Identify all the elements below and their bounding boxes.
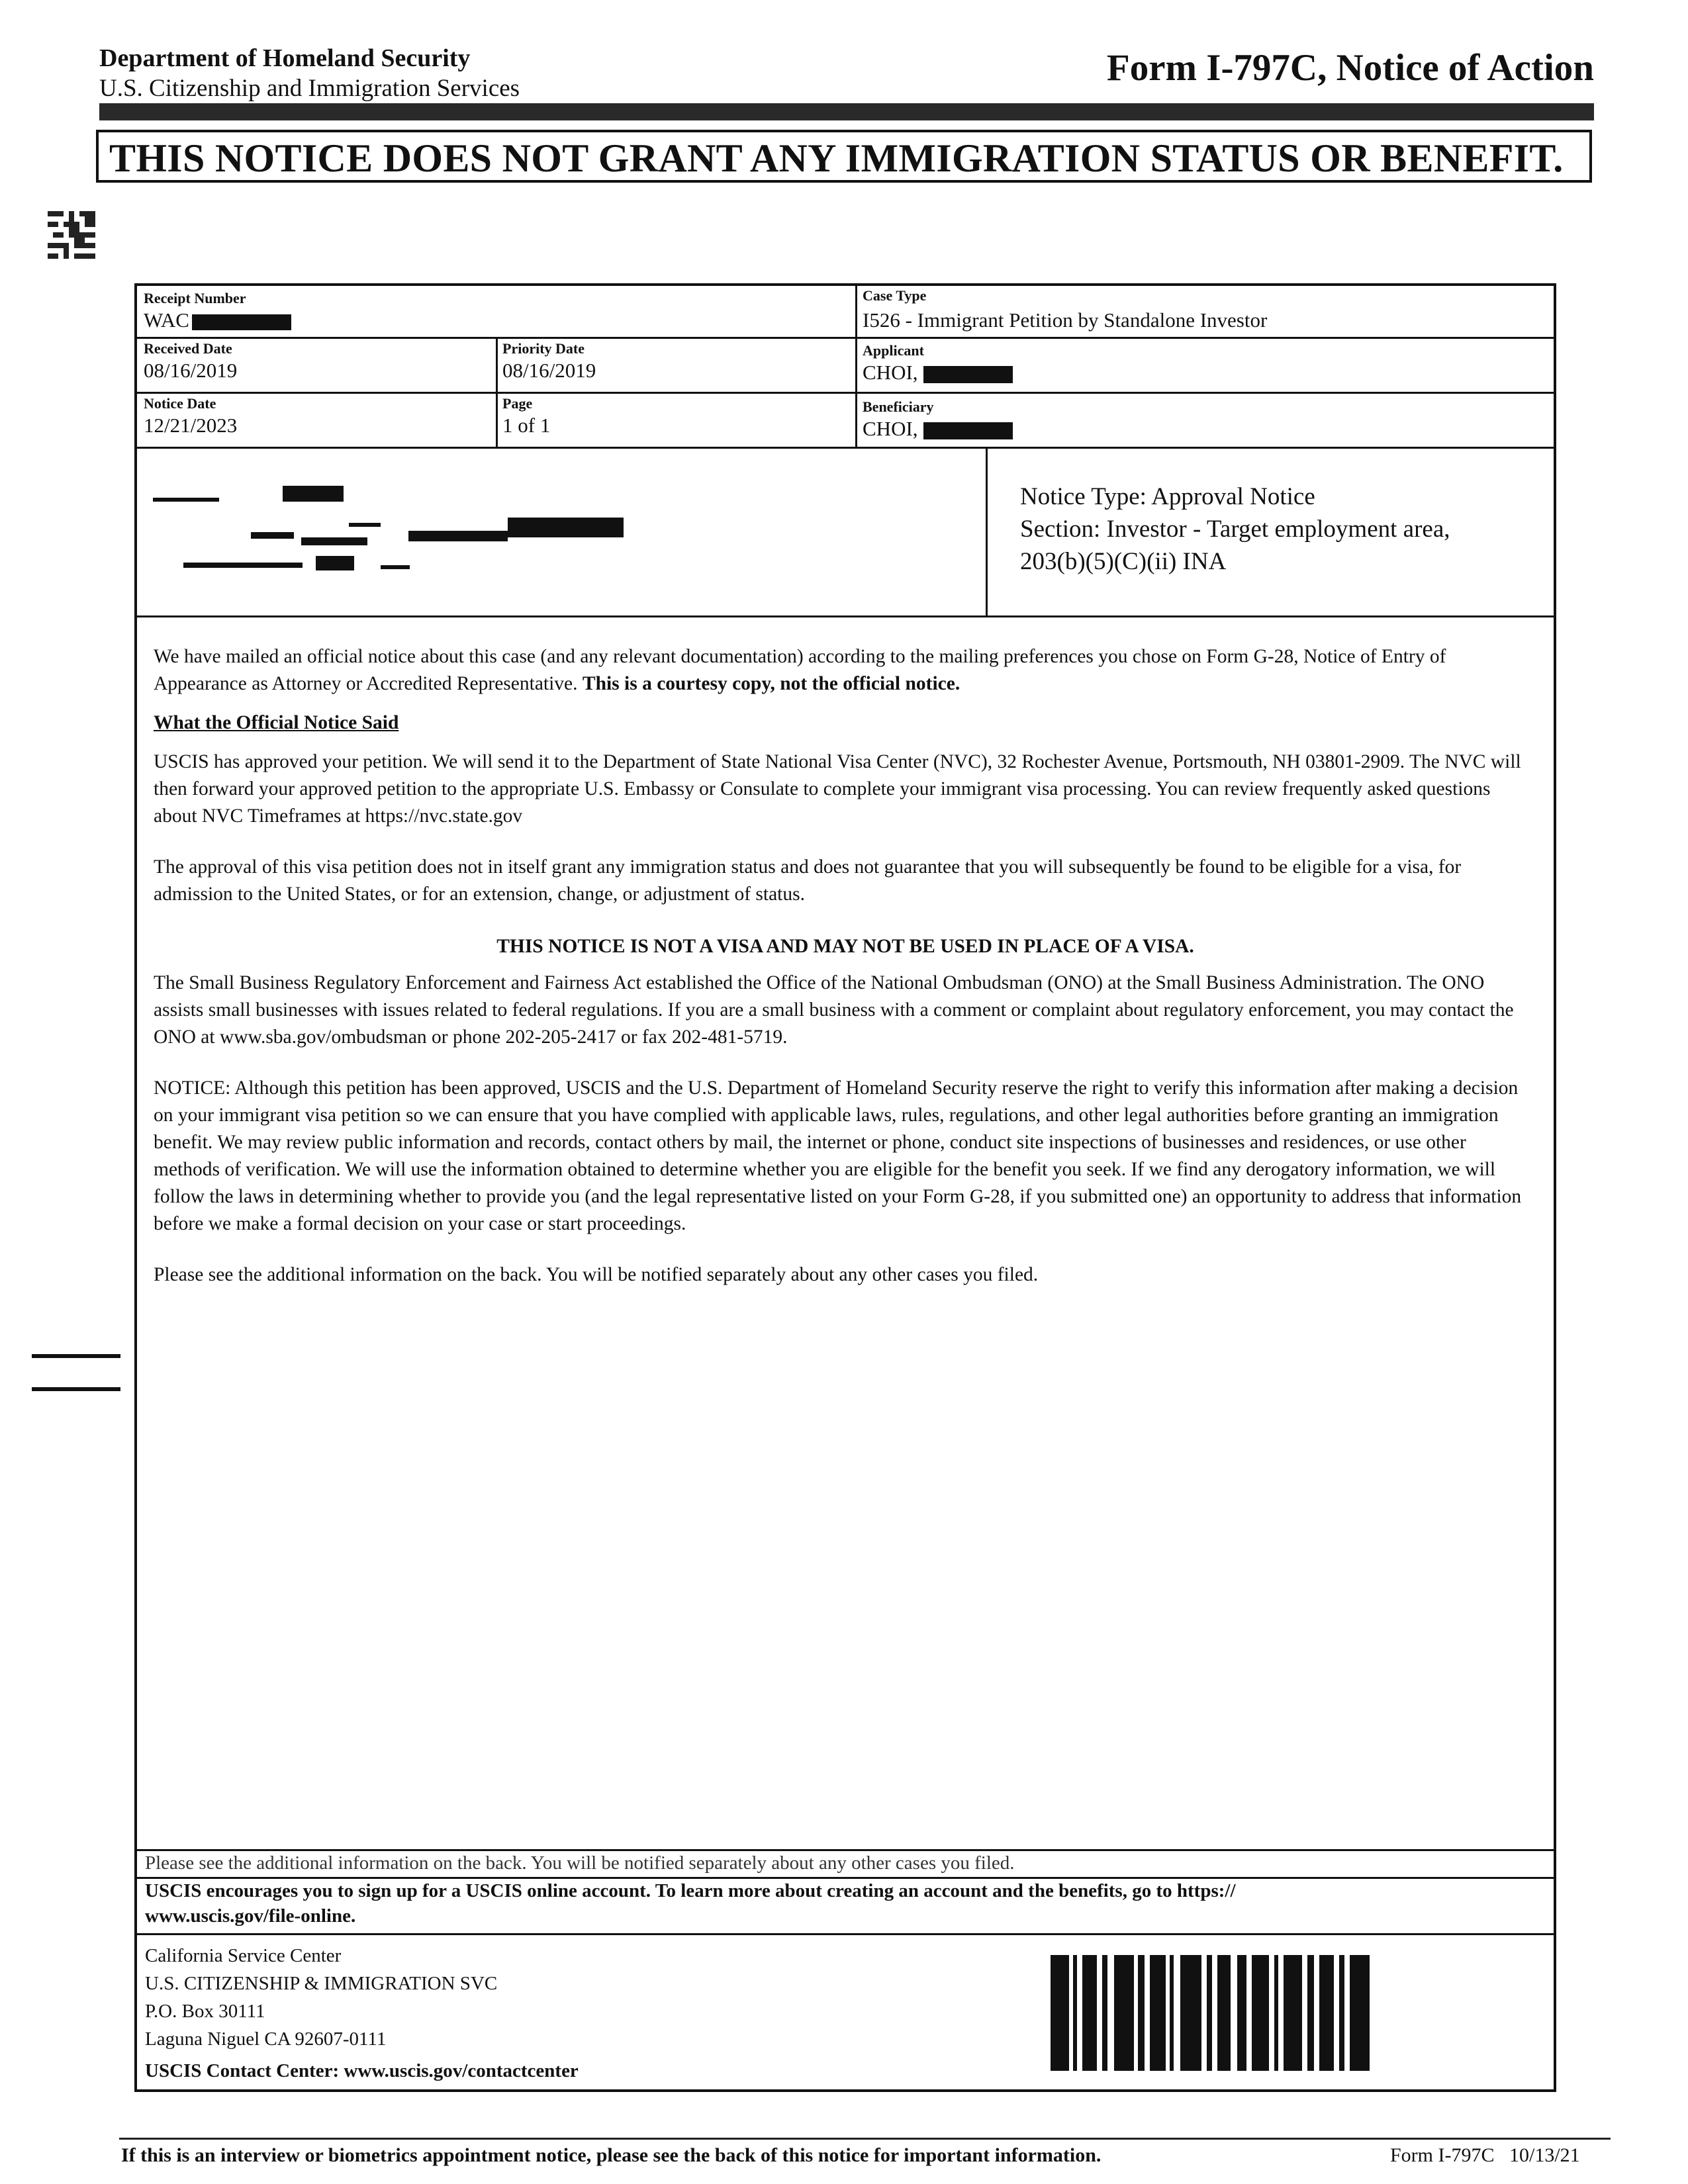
- redaction-block: [192, 314, 291, 330]
- ombudsman-paragraph: The Small Business Regulatory Enforcement and Fairness Act established the Office of the National Ombudsman (ONO) at the Small Business Administration. The ONO assists small businesses with issues related to federal regulations. If you are a small business with a comment or complaint about regulatory enforcement, you may contact the ONO at www.sba.gov/ombudsman or phone 202-205-2417 or fax 202-481-5719.: [154, 972, 1514, 1048]
- footer-divider: [119, 2138, 1611, 2140]
- notice-type-box: [1020, 480, 1450, 578]
- form-title: Form I-797C, Notice of Action: [1106, 47, 1594, 89]
- status-banner: THIS NOTICE DOES NOT GRANT ANY IMMIGRATION STATUS OR BENEFIT.: [96, 130, 1592, 183]
- qr-code-icon: [48, 210, 95, 259]
- notice-section-line2: 203(b)(5)(C)(ii) INA: [1020, 548, 1227, 576]
- additional-info-note: Please see the additional information on the back. You will be notified separately about any other cases you filed.: [145, 1852, 1015, 1874]
- agency-name: Department of Homeland Security: [99, 44, 471, 72]
- received-date-label: Received Date: [144, 340, 232, 357]
- side-mark: [32, 1354, 120, 1358]
- priority-date-label: Priority Date: [502, 340, 585, 357]
- online-account-link[interactable]: www.uscis.gov/file-online.: [145, 1905, 356, 1927]
- notice-section-line1: Section: Investor - Target employment area,: [1020, 516, 1450, 543]
- page-number: 1 of 1: [502, 414, 551, 437]
- notice-type: Notice Type: Approval Notice: [1020, 483, 1315, 510]
- header-divider: [99, 103, 1594, 120]
- status-paragraph: The approval of this visa petition does not in itself grant any immigration status and does not guarantee that you will subsequently be found to be eligible for a visa, for admission to the United States, or for an extension, change, or adjustment of status.: [154, 856, 1462, 905]
- beneficiary-label: Beneficiary: [863, 398, 934, 415]
- contact-center-link[interactable]: USCIS Contact Center: www.uscis.gov/contactcenter: [145, 2060, 579, 2081]
- sub-agency-name: U.S. Citizenship and Immigration Services: [99, 74, 520, 102]
- applicant-name: CHOI,: [863, 361, 1013, 385]
- official-notice-heading: What the Official Notice Said: [154, 712, 399, 733]
- case-type: I526 - Immigrant Petition by Standalone Investor: [863, 308, 1268, 332]
- agency-header: [99, 44, 520, 103]
- notice-frame: [134, 283, 1556, 2092]
- notice-date: 12/21/2023: [144, 414, 238, 437]
- received-date: 08/16/2019: [144, 359, 238, 382]
- receipt-number-label: Receipt Number: [144, 290, 246, 306]
- applicant-label: Applicant: [863, 342, 924, 359]
- courtesy-paragraph: We have mailed an official notice about this case (and any relevant documentation) according to the mailing preferences you chose on Form G-28, Notice of Entry of Appearance as Attorney or Accredited Representative. This is a courtesy copy, not the official notice.: [154, 646, 1446, 694]
- approval-paragraph: USCIS has approved your petition. We will send it to the Department of State National Visa Center (NVC), 32 Rochester Avenue, Portsmouth, NH 03801-2909. The NVC will then forward your approved petition to the appropriate U.S. Embassy or Consulate to complete your immigrant visa processing. You can review frequently asked questions about NVC Timeframes at https://nvc.state.gov: [154, 751, 1521, 827]
- beneficiary-name: CHOI,: [863, 417, 1013, 441]
- form-identifier: Form I-797C 10/13/21: [1390, 2144, 1580, 2166]
- service-center-address: California Service Center U.S. CITIZENSHIP & IMMIGRATION SVC P.O. Box 30111 Laguna Niguel CA 92607-0111 USCIS Contact Center: www.uscis.gov/contactcenter: [145, 1942, 579, 2085]
- online-account-note: USCIS encourages you to sign up for a USCIS online account. To learn more about creating an account and the benefits, go to https:// www.uscis.gov/file-online.: [145, 1878, 1236, 1929]
- not-a-visa-heading: THIS NOTICE IS NOT A VISA AND MAY NOT BE USED IN PLACE OF A VISA.: [496, 936, 1194, 957]
- side-mark: [32, 1387, 120, 1391]
- redaction-block: [923, 422, 1013, 439]
- barcode-icon: [1051, 1955, 1372, 2071]
- notice-body: [154, 643, 1537, 1289]
- case-type-label: Case Type: [863, 287, 927, 304]
- priority-date: 08/16/2019: [502, 359, 596, 382]
- receipt-number: WAC: [144, 308, 291, 332]
- appointment-note: If this is an interview or biometrics appointment notice, please see the back of this notice for important information.: [121, 2144, 1102, 2166]
- additional-info-paragraph: Please see the additional information on the back. You will be notified separately about any other cases you filed.: [154, 1264, 1039, 1285]
- redaction-block: [923, 366, 1013, 383]
- verification-paragraph: NOTICE: Although this petition has been approved, USCIS and the U.S. Department of Homeland Security reserve the right to verify this information after making a decision on your immigrant visa petition so we can ensure that you have complied with applicable laws, rules, regulations, and other legal authorities before granting an immigration benefit. We may review public information and records, contact others by mail, the internet or phone, conduct site inspections of businesses and residences, or use other methods of verification. We will use the information obtained to determine whether you are eligible for the benefit you seek. If we find any derogatory information, we will follow the laws in determining whether to provide you (and the legal representative listed on your Form G-28, if you submitted one) an opportunity to address that information before we make a formal decision on your case or start proceedings.: [154, 1077, 1522, 1234]
- notice-date-label: Notice Date: [144, 395, 216, 412]
- page-label: Page: [502, 395, 533, 412]
